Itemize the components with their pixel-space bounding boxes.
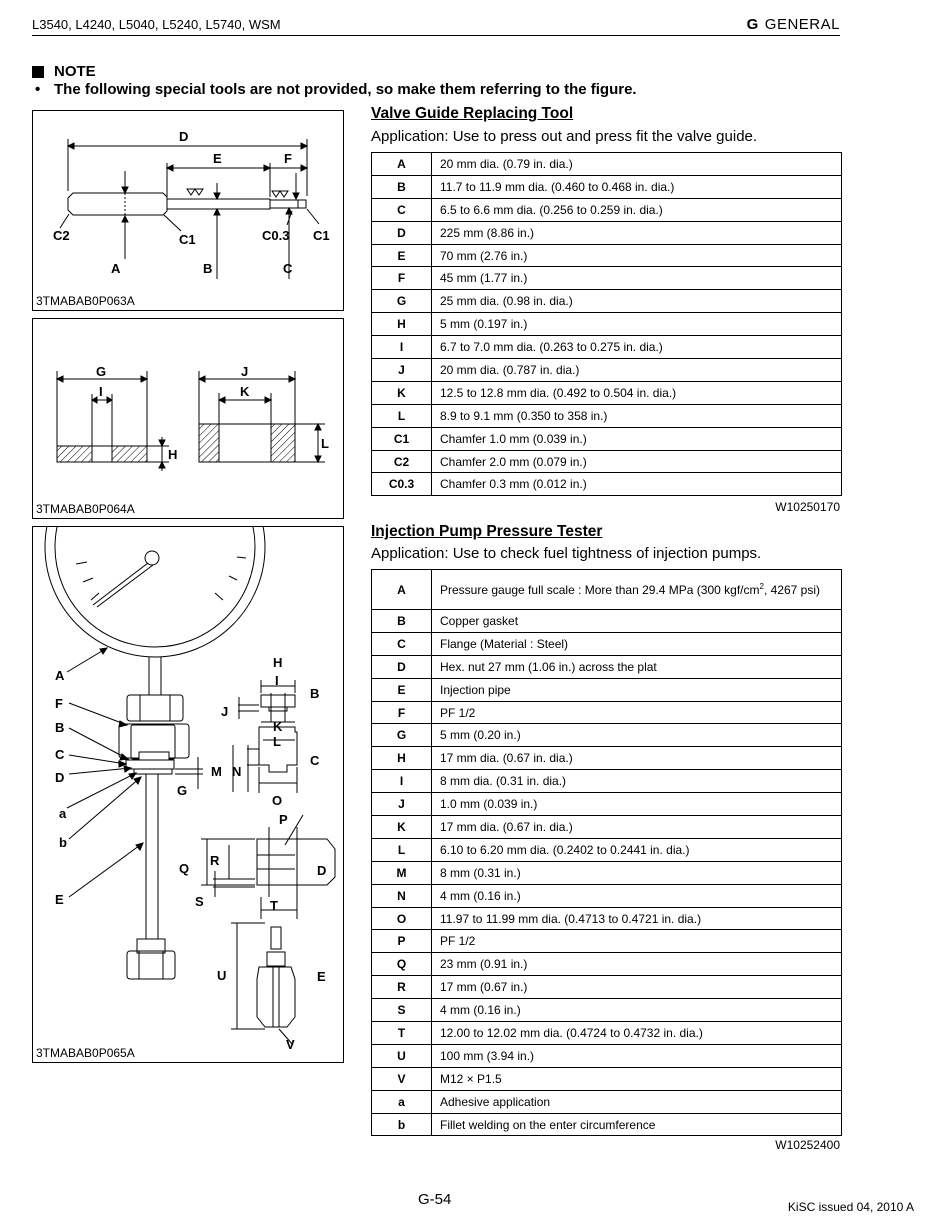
- issue-info: KiSC issued 04, 2010 A: [787, 1200, 914, 1214]
- valve-tool-title: Valve Guide Replacing Tool: [371, 105, 574, 122]
- label-f-thread: F: [55, 696, 63, 711]
- figure-valve-guide-tool: [32, 110, 344, 311]
- label-k: K: [273, 719, 283, 734]
- table-row: [372, 267, 842, 290]
- spec-key: F: [372, 267, 432, 290]
- table-row: [372, 290, 842, 313]
- table-row: [372, 198, 842, 221]
- dim-label-d: D: [179, 129, 189, 144]
- spec-key: L: [372, 404, 432, 427]
- note-title-text: NOTE: [54, 63, 96, 80]
- spec-key: D: [372, 655, 432, 678]
- table-row: [372, 678, 842, 701]
- table-row: [372, 404, 842, 427]
- valve-tool-code: W10250170: [775, 500, 840, 514]
- spec-value: 17 mm dia. (0.67 in. dia.): [432, 816, 842, 839]
- spec-key: E: [372, 678, 432, 701]
- spec-key: A: [372, 570, 432, 610]
- label-d-nut: D: [55, 770, 65, 785]
- spec-value: 23 mm (0.91 in.): [432, 953, 842, 976]
- label-a-adhesive: a: [59, 806, 67, 821]
- table-row: [372, 793, 842, 816]
- chamfer-label-c03: C0.3: [262, 228, 290, 243]
- table-row: [372, 884, 842, 907]
- dim-label-b: B: [203, 261, 213, 276]
- spec-key: C0.3: [372, 473, 432, 496]
- spec-key: D: [372, 221, 432, 244]
- table-row: [372, 770, 842, 793]
- table-row: [372, 153, 842, 176]
- spec-value: 17 mm (0.67 in.): [432, 976, 842, 999]
- spec-value: 12.00 to 12.02 mm dia. (0.4724 to 0.4732 in. dia.): [432, 1022, 842, 1045]
- spec-key: K: [372, 816, 432, 839]
- table-row: [372, 655, 842, 678]
- spec-value: 6.7 to 7.0 mm dia. (0.263 to 0.275 in. dia.): [432, 336, 842, 359]
- spec-value: 8 mm dia. (0.31 in. dia.): [432, 770, 842, 793]
- table-row: [372, 907, 842, 930]
- header-rule: [32, 35, 840, 36]
- spec-key: O: [372, 907, 432, 930]
- label-t: T: [270, 898, 278, 913]
- note-title: [32, 63, 96, 80]
- spec-value: 45 mm (1.77 in.): [432, 267, 842, 290]
- pump-tester-title: Injection Pump Pressure Tester: [371, 523, 603, 540]
- spec-value: 70 mm (2.76 in.): [432, 244, 842, 267]
- dim-label-k: K: [240, 384, 250, 399]
- spec-value: M12 × P1.5: [432, 1067, 842, 1090]
- table-row: [372, 450, 842, 473]
- section-heading: [747, 16, 840, 33]
- dim-label-j: J: [241, 364, 249, 379]
- spec-value: 100 mm (3.94 in.): [432, 1044, 842, 1067]
- chamfer-label-c1-end: C1: [313, 228, 330, 243]
- valve-tool-application: Application: Use to press out and press fit the valve guide.: [371, 128, 758, 145]
- spec-key: I: [372, 336, 432, 359]
- table-row: [372, 313, 842, 336]
- table-row: [372, 175, 842, 198]
- dim-label-g: G: [96, 364, 107, 379]
- dim-label-e: E: [213, 151, 222, 166]
- header-models: L3540, L4240, L5040, L5240, L5740, WSM: [32, 17, 281, 32]
- table-row: [372, 1067, 842, 1090]
- spec-key: K: [372, 381, 432, 404]
- pump-tester-spec-table: [371, 569, 842, 1136]
- spec-value: 17 mm dia. (0.67 in. dia.): [432, 747, 842, 770]
- dim-label-l: L: [321, 436, 329, 451]
- table-row: [372, 838, 842, 861]
- table-row: [372, 747, 842, 770]
- label-l: L: [273, 734, 281, 749]
- section-name: GENERAL: [764, 16, 840, 33]
- label-s: S: [195, 894, 204, 909]
- label-u: U: [217, 968, 227, 983]
- spec-key: I: [372, 770, 432, 793]
- table-row: [372, 930, 842, 953]
- spec-key: b: [372, 1113, 432, 1136]
- spec-value: 11.97 to 11.99 mm dia. (0.4713 to 0.4721 in. dia.): [432, 907, 842, 930]
- table-row: [372, 381, 842, 404]
- spec-key: S: [372, 999, 432, 1022]
- table-row: [372, 632, 842, 655]
- washer-tool-drawing: [33, 319, 345, 520]
- spec-key: C1: [372, 427, 432, 450]
- spec-key: U: [372, 1044, 432, 1067]
- table-row: [372, 1113, 842, 1136]
- note-body: The following special tools are not provided, so make them referring to the figure.: [54, 81, 637, 98]
- spec-value-superscript: 2: [759, 582, 764, 591]
- pump-tester-code: W10252400: [775, 1138, 840, 1152]
- spec-value-part: , 4267 psi): [763, 583, 820, 597]
- table-row: [372, 570, 842, 610]
- spec-key: N: [372, 884, 432, 907]
- dim-label-i: I: [99, 384, 103, 399]
- pressure-tester-drawing: [33, 527, 345, 1064]
- label-m: M: [211, 764, 222, 779]
- spec-value: Chamfer 1.0 mm (0.039 in.): [432, 427, 842, 450]
- valve-tool-spec-table: [371, 152, 842, 496]
- spec-value: 4 mm (0.16 in.): [432, 884, 842, 907]
- spec-value: 20 mm dia. (0.79 in. dia.): [432, 153, 842, 176]
- label-r: R: [210, 853, 220, 868]
- table-row: [372, 1044, 842, 1067]
- spec-value: PF 1/2: [432, 701, 842, 724]
- dim-label-a: A: [111, 261, 121, 276]
- spec-value: 20 mm dia. (0.787 in. dia.): [432, 359, 842, 382]
- spec-value: 225 mm (8.86 in.): [432, 221, 842, 244]
- spec-key: M: [372, 861, 432, 884]
- figure-caption: 3TMABAB0P063A: [36, 294, 135, 308]
- spec-value: Chamfer 2.0 mm (0.079 in.): [432, 450, 842, 473]
- dim-label-c: C: [283, 261, 293, 276]
- spec-value: 8 mm (0.31 in.): [432, 861, 842, 884]
- label-p: P: [279, 812, 288, 827]
- spec-key: L: [372, 838, 432, 861]
- spec-key: F: [372, 701, 432, 724]
- label-e-detail: E: [317, 969, 326, 984]
- spec-value: 1.0 mm (0.039 in.): [432, 793, 842, 816]
- label-j: J: [221, 704, 229, 719]
- figure-caption: 3TMABAB0P064A: [36, 502, 135, 516]
- valve-guide-tool-drawing: [33, 111, 345, 312]
- spec-key: V: [372, 1067, 432, 1090]
- spec-value: Chamfer 0.3 mm (0.012 in.): [432, 473, 842, 496]
- spec-key: E: [372, 244, 432, 267]
- pump-tester-application: Application: Use to check fuel tightness of injection pumps.: [371, 545, 762, 562]
- label-o: O: [272, 793, 283, 808]
- spec-value: 25 mm dia. (0.98 in. dia.): [432, 290, 842, 313]
- spec-key: C: [372, 632, 432, 655]
- note-square-icon: [32, 66, 44, 78]
- spec-key: J: [372, 793, 432, 816]
- chamfer-label-c1: C1: [179, 232, 196, 247]
- spec-key: H: [372, 747, 432, 770]
- label-b-weld: b: [59, 835, 67, 850]
- table-row: [372, 999, 842, 1022]
- spec-key: P: [372, 930, 432, 953]
- spec-key: C2: [372, 450, 432, 473]
- figure-pressure-tester: [32, 526, 344, 1063]
- dim-label-h: H: [168, 447, 178, 462]
- spec-value: 12.5 to 12.8 mm dia. (0.492 to 0.504 in. dia.): [432, 381, 842, 404]
- table-row: [372, 816, 842, 839]
- label-h: H: [273, 655, 283, 670]
- table-row: [372, 221, 842, 244]
- label-e-pipe: E: [55, 892, 64, 907]
- table-row: [372, 336, 842, 359]
- bullet-icon: •: [35, 81, 41, 98]
- spec-key: G: [372, 290, 432, 313]
- spec-value: 5 mm (0.197 in.): [432, 313, 842, 336]
- chamfer-label-c2: C2: [53, 228, 70, 243]
- spec-value: 5 mm (0.20 in.): [432, 724, 842, 747]
- spec-key: H: [372, 313, 432, 336]
- table-row: [372, 724, 842, 747]
- label-v: V: [286, 1037, 295, 1052]
- table-row: [372, 610, 842, 633]
- spec-key: Q: [372, 953, 432, 976]
- spec-value: Copper gasket: [432, 610, 842, 633]
- label-g: G: [177, 783, 188, 798]
- note-text: [32, 81, 637, 98]
- label-a-gauge: A: [55, 668, 65, 683]
- table-row: [372, 473, 842, 496]
- spec-value: PF 1/2: [432, 930, 842, 953]
- table-row: [372, 1090, 842, 1113]
- table-row: [372, 976, 842, 999]
- spec-key: T: [372, 1022, 432, 1045]
- table-row: [372, 953, 842, 976]
- figure-caption: 3TMABAB0P065A: [36, 1046, 135, 1060]
- spec-key: G: [372, 724, 432, 747]
- label-c-detail: C: [310, 753, 320, 768]
- spec-key: J: [372, 359, 432, 382]
- table-row: [372, 701, 842, 724]
- page-number: G-54: [418, 1191, 452, 1208]
- spec-value-part: Pressure gauge full scale : More than 29.4 MPa (300 kgf/cm: [440, 583, 760, 597]
- spec-value: Adhesive application: [432, 1090, 842, 1113]
- spec-key: R: [372, 976, 432, 999]
- label-q: Q: [179, 861, 190, 876]
- spec-key: A: [372, 153, 432, 176]
- spec-value: 8.9 to 9.1 mm (0.350 to 358 in.): [432, 404, 842, 427]
- spec-value: Flange (Material : Steel): [432, 632, 842, 655]
- label-b-detail: B: [310, 686, 320, 701]
- spec-value: 6.5 to 6.6 mm dia. (0.256 to 0.259 in. dia.): [432, 198, 842, 221]
- spec-key: C: [372, 198, 432, 221]
- label-d-detail: D: [317, 863, 327, 878]
- label-b-gasket: B: [55, 720, 65, 735]
- table-row: [372, 1022, 842, 1045]
- table-row: [372, 244, 842, 267]
- spec-value: Fillet welding on the enter circumference: [432, 1113, 842, 1136]
- section-letter: G: [746, 16, 759, 33]
- spec-value: 6.10 to 6.20 mm dia. (0.2402 to 0.2441 in. dia.): [432, 838, 842, 861]
- spec-key: B: [372, 175, 432, 198]
- table-row: [372, 359, 842, 382]
- spec-value: Injection pipe: [432, 678, 842, 701]
- spec-value: Hex. nut 27 mm (1.06 in.) across the plat: [432, 655, 842, 678]
- spec-value: 4 mm (0.16 in.): [432, 999, 842, 1022]
- table-row: [372, 427, 842, 450]
- spec-key: a: [372, 1090, 432, 1113]
- spec-value: [432, 570, 842, 610]
- figure-washer-tool: [32, 318, 344, 519]
- table-row: [372, 861, 842, 884]
- spec-value: 11.7 to 11.9 mm dia. (0.460 to 0.468 in. dia.): [432, 175, 842, 198]
- label-i: I: [275, 673, 279, 688]
- label-c-flange: C: [55, 747, 65, 762]
- spec-key: B: [372, 610, 432, 633]
- label-n: N: [232, 764, 242, 779]
- dim-label-f: F: [284, 151, 292, 166]
